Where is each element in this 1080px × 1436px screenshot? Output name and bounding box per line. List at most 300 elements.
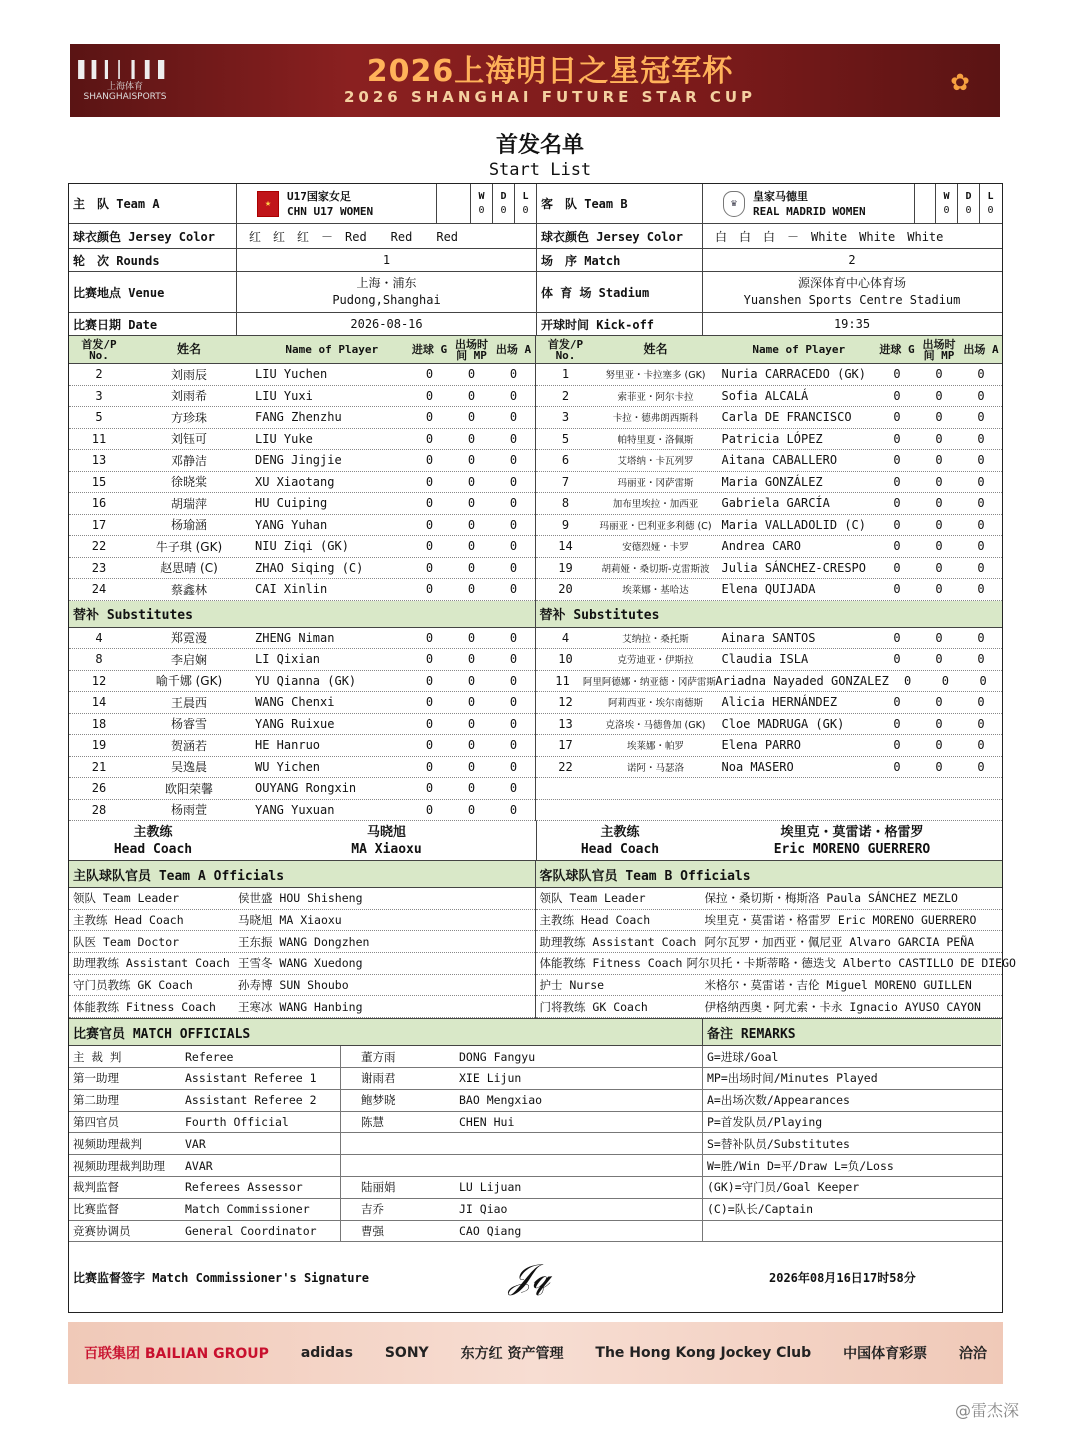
player-a: 0 bbox=[977, 410, 985, 425]
header-mp: 出场时间 MP bbox=[922, 337, 956, 362]
player-a: 0 bbox=[977, 560, 985, 575]
player-g: 0 bbox=[893, 582, 901, 597]
player-number: 23 bbox=[91, 560, 107, 575]
home-player-row bbox=[69, 407, 535, 429]
player-g: 0 bbox=[425, 759, 434, 774]
official-name: 孙寿博 SUN Shoubo bbox=[238, 978, 349, 993]
player-number: 11 bbox=[91, 431, 107, 446]
player-number: 15 bbox=[91, 474, 107, 489]
player-number: 19 bbox=[91, 738, 107, 753]
player-name-en: Maria VALLADOLID (C) bbox=[721, 517, 866, 532]
home-officials bbox=[69, 888, 535, 1018]
player-name-cn: 阿里阿德娜・纳亚德・冈萨雷斯 bbox=[582, 676, 716, 688]
player-number: 28 bbox=[91, 802, 107, 817]
player-a: 0 bbox=[977, 695, 985, 710]
player-g: 0 bbox=[425, 630, 434, 645]
official-row bbox=[536, 910, 1003, 932]
player-mp: 0 bbox=[935, 759, 943, 774]
player-name-cn: 胡莉娅・桑切斯-克雷斯波 bbox=[601, 563, 710, 575]
player-a: 0 bbox=[509, 560, 518, 575]
player-name-cn: 邓静洁 bbox=[170, 453, 207, 468]
player-mp: 0 bbox=[467, 367, 476, 382]
away-players bbox=[536, 336, 1003, 821]
home-label: 主 队 Team A bbox=[69, 184, 237, 223]
official-name: 阿尔贝托・卡斯蒂略・德迭戈 Alberto CASTILLO DE DIEGO bbox=[686, 956, 1016, 971]
away-player-row bbox=[536, 649, 1003, 671]
away-coach-cn: 埃里克・莫雷诺・格雷罗 bbox=[780, 824, 924, 840]
match-official-row bbox=[69, 1221, 1002, 1243]
away-player-row bbox=[536, 450, 1003, 472]
player-name-cn: 卡拉・德弗朗西斯科 bbox=[612, 413, 699, 425]
away-player-row bbox=[536, 692, 1003, 714]
player-mp: 0 bbox=[935, 517, 943, 532]
home-player-row bbox=[69, 800, 535, 822]
player-g: 0 bbox=[425, 652, 434, 667]
remark: (C)=队长/Captain bbox=[707, 1202, 814, 1217]
away-player-row bbox=[536, 735, 1003, 757]
player-g: 0 bbox=[425, 496, 434, 511]
player-a: 0 bbox=[977, 517, 985, 532]
official-row bbox=[536, 953, 1016, 975]
mo-name-en: BAO Mengxiao bbox=[455, 1090, 703, 1111]
official-row bbox=[69, 910, 535, 932]
sponsor-logo: 中国体育彩票 bbox=[843, 1346, 928, 1362]
home-jersey: 红 红 红 － Red Red Red bbox=[237, 224, 537, 248]
match-official-row bbox=[69, 1090, 1002, 1112]
player-g: 0 bbox=[893, 410, 901, 425]
mo-role-cn: 第二助理 bbox=[73, 1093, 119, 1108]
player-g: 0 bbox=[893, 453, 901, 468]
official-role: 领队 Team Leader bbox=[73, 891, 180, 906]
player-name-cn: 加布里埃拉・加西亚 bbox=[612, 499, 699, 511]
header-a: 出场 A bbox=[963, 343, 999, 356]
player-number: 17 bbox=[91, 517, 107, 532]
mo-name-cn: 谢雨君 bbox=[361, 1071, 396, 1086]
home-subs-header: 替补 Substitutes bbox=[69, 601, 535, 628]
away-player-row bbox=[536, 364, 1003, 386]
away-subs-header: 替补 Substitutes bbox=[536, 601, 1003, 628]
player-number: 20 bbox=[558, 582, 573, 597]
match-official-row bbox=[69, 1046, 1002, 1068]
stadium-en: Yuanshen Sports Centre Stadium bbox=[743, 293, 961, 307]
sponsor-logo: 东方红 资产管理 bbox=[460, 1346, 564, 1362]
player-name-cn: 欧阳荣馨 bbox=[164, 781, 213, 796]
player-number: 7 bbox=[561, 474, 570, 489]
mo-name-cn: 陆丽娟 bbox=[361, 1180, 396, 1195]
player-name-cn: 刘雨辰 bbox=[170, 367, 207, 382]
mo-role-en: Assistant Referee 2 bbox=[181, 1090, 341, 1111]
player-number: 6 bbox=[561, 453, 570, 468]
home-player-row bbox=[69, 364, 535, 386]
player-name-cn: 方珍珠 bbox=[170, 410, 207, 425]
player-name-cn: 刘钰可 bbox=[170, 432, 207, 447]
home-players bbox=[69, 336, 536, 821]
player-a: 0 bbox=[509, 582, 518, 597]
player-mp: 0 bbox=[935, 388, 943, 403]
watermark: @雷杰深 bbox=[955, 1401, 1020, 1420]
player-number: 14 bbox=[558, 539, 573, 554]
mo-role-en: Referee bbox=[181, 1046, 341, 1067]
official-role: 助理教练 Assistant Coach bbox=[539, 934, 697, 949]
official-name: 王寒冰 WANG Hanbing bbox=[238, 999, 363, 1014]
mo-role-en: VAR bbox=[181, 1133, 341, 1154]
player-name-cn: 刘雨希 bbox=[170, 389, 207, 404]
player-a: 0 bbox=[977, 453, 985, 468]
player-a: 0 bbox=[509, 652, 518, 667]
official-row bbox=[536, 931, 1003, 953]
header-a: 出场 A bbox=[495, 343, 532, 356]
home-coach-en: MA Xiaoxu bbox=[351, 841, 422, 857]
player-name-cn: 李启娴 bbox=[170, 652, 207, 667]
official-row bbox=[536, 996, 1003, 1018]
head-coach-row: 主教练 Head Coach 马晓旭 MA Xiaoxu 主教练 Head Coach 埃里克・莫雷诺・格雷罗 Eric MORENO GUERRERO bbox=[69, 821, 1002, 861]
player-mp: 0 bbox=[467, 539, 476, 554]
venue-en: Pudong,Shanghai bbox=[332, 293, 441, 307]
player-a: 0 bbox=[979, 673, 987, 688]
header-en: Name of Player bbox=[752, 343, 846, 356]
player-a: 0 bbox=[509, 474, 518, 489]
player-name-en: Aitana CABALLERO bbox=[721, 453, 838, 468]
player-name-cn: 埃莱娜・帕罗 bbox=[626, 741, 684, 753]
player-number: 19 bbox=[558, 560, 573, 575]
match-official-row bbox=[69, 1112, 1002, 1134]
player-g: 0 bbox=[425, 431, 434, 446]
home-player-row bbox=[69, 735, 535, 757]
player-number: 4 bbox=[561, 630, 570, 645]
home-player-row bbox=[69, 628, 535, 650]
player-mp: 0 bbox=[935, 560, 943, 575]
sponsor-logo: The Hong Kong Jockey Club bbox=[595, 1345, 812, 1361]
player-a: 0 bbox=[977, 630, 985, 645]
home-team-en: CHN U17 WOMEN bbox=[287, 204, 374, 218]
player-a: 0 bbox=[509, 410, 518, 425]
home-player-row bbox=[69, 579, 535, 601]
jersey-label: 球衣颜色 Jersey Color bbox=[69, 224, 237, 248]
player-mp: 0 bbox=[467, 496, 476, 511]
player-name-en: LIU Yuchen bbox=[255, 367, 328, 382]
header-no: 首发/P No. bbox=[547, 337, 584, 362]
player-name-en: LIU Yuxi bbox=[255, 388, 313, 403]
player-name-cn: 赵思晴 (C) bbox=[160, 561, 218, 576]
player-name-en: WU Yichen bbox=[255, 759, 321, 774]
mo-name-cn bbox=[341, 1155, 455, 1176]
signature-time: 2026年08月16日17时58分 bbox=[769, 1270, 916, 1285]
mo-name-en: LU Lijuan bbox=[455, 1177, 703, 1198]
player-number: 24 bbox=[91, 582, 107, 597]
player-number: 1 bbox=[561, 367, 570, 382]
mo-role-en: Referees Assessor bbox=[181, 1177, 341, 1198]
sponsor-logo: adidas bbox=[300, 1345, 353, 1361]
mo-role-en: Assistant Referee 1 bbox=[181, 1068, 341, 1089]
player-name-en: DENG Jingjie bbox=[255, 453, 342, 468]
player-mp: 0 bbox=[935, 630, 943, 645]
away-player-row bbox=[536, 536, 1003, 558]
match-official-row bbox=[69, 1068, 1002, 1090]
player-number: 10 bbox=[558, 652, 573, 667]
player-name-cn: 蔡鑫林 bbox=[170, 582, 207, 597]
player-number: 5 bbox=[95, 410, 103, 425]
player-a: 0 bbox=[977, 367, 985, 382]
player-name-en: YANG Ruixue bbox=[255, 716, 335, 731]
mo-name-en: XIE Lijun bbox=[455, 1068, 703, 1089]
player-mp: 0 bbox=[935, 496, 943, 511]
player-name-en: Ainara SANTOS bbox=[721, 630, 816, 645]
player-g: 0 bbox=[425, 716, 434, 731]
home-player-row bbox=[69, 493, 535, 515]
players-header bbox=[536, 336, 1003, 364]
away-player-row bbox=[536, 472, 1003, 494]
home-player-row bbox=[69, 757, 535, 779]
player-mp: 0 bbox=[467, 802, 476, 817]
player-number: 12 bbox=[91, 673, 107, 688]
player-a: 0 bbox=[509, 388, 518, 403]
home-player-row bbox=[69, 714, 535, 736]
player-name-en: Maria GONZÁLEZ bbox=[721, 474, 823, 489]
mo-role-cn: 主 裁 判 bbox=[73, 1049, 122, 1064]
mo-name-cn: 鲍梦晓 bbox=[361, 1093, 396, 1108]
players-header bbox=[69, 336, 535, 364]
away-player-row bbox=[536, 558, 1003, 580]
player-g: 0 bbox=[893, 517, 901, 532]
doc-title: 首发名单 bbox=[495, 132, 584, 158]
player-name-cn: 诺阿・马瑟洛 bbox=[626, 762, 684, 774]
player-number: 11 bbox=[555, 673, 570, 688]
start-list-sheet: 主 队 Team A ★ U17国家女足 CHN U17 WOMEN W 0 D 0 L 0 客 队 Team B ♛ 皇家马德里 REAL MADRID WOMEN W 0 D 0 L 0 球衣颜色 Jersey Color 红 红 红 － Red Red Red 球衣颜色 Jersey Color 白 白 白 － White White White 轮 次 Rounds 1 场 序 Match 2 比赛地点 Venue 上海・浦东 Pudong,Shanghai 体 育 场 Stadium 源深体育中心体育场 Yuanshen Sports Centre Stadium 比赛日期 Date 2026-08-16 开球时间 Kick-off 19:35 首发/P No. 姓名 Name of Player 进球 G 出场时间 MP 出场 A 2 刘雨辰 LIU Yuchen 0 0 0 3 刘雨希 LIU Yuxi 0 0 0 5 方珍珠 FANG Zhenzhu 0 0 0 11 刘钰可 LIU Yuke 0 0 0 13 邓静洁 DENG Jingjie 0 0 0 15 徐晓棠 XU Xiaotang 0 0 0 16 胡瑞萍 HU Cuiping 0 0 0 17 杨瑜涵 YANG Yuhan 0 0 0 22 牛子琪 (GK) NIU Ziqi (GK) 0 0 0 23 赵思晴 (C) ZHAO Siqing (C) 0 0 0 24 蔡鑫林 CAI Xinlin 0 0 0 替补 Substitutes 4 郑霓漫 ZHENG Niman 0 0 0 8 李启娴 LI Qixian 0 0 0 12 喻千娜 (GK) YU Qianna (GK) 0 0 0 14 王晨西 WANG Chenxi 0 0 0 18 杨睿雪 YANG Ruixue 0 0 0 19 贺涵若 HE Hanruo 0 0 0 21 吴逸晨 WU Yichen 0 0 0 26 欧阳荣馨 OUYANG Rongxin 0 0 0 28 杨雨萱 YANG Yuxuan 0 0 0 首发/P No. 姓名 Name of Player 进球 G 出场时间 MP 出场 A 1 努里亚・卡拉塞多 (GK) Nuria CARRACEDO (GK) 0 0 0 2 索菲亚・阿尔卡拉 Sofia ALCALÁ 0 0 0 3 卡拉・德弗朗西斯科 Carla DE FRANCISCO 0 0 0 5 帕特里夏・洛佩斯 Patricia LÓPEZ 0 0 0 6 艾塔纳・卡瓦列罗 Aitana CABALLERO 0 0 0 7 玛丽亚・冈萨雷斯 Maria GONZÁLEZ 0 0 0 8 加布里埃拉・加西亚 Gabriela GARCÍA 0 0 0 9 玛丽亚・巴利亚多利德 (C) Maria VALLADOLID (C) 0 0 0 14 安德烈娅・卡罗 Andrea CARO 0 0 0 19 胡莉娅・桑切斯-克雷斯波 Julia SÁNCHEZ-CRESPO 0 0 0 20 埃莱娜・基哈达 Elena QUIJADA 0 0 0 替补 Substitutes 4 艾纳拉・桑托斯 Ainara SANTOS 0 0 0 10 克劳迪亚・伊斯拉 Claudia ISLA 0 0 0 11 阿里阿德娜・纳亚德・冈萨雷斯 Ariadna Nayaded GONZALEZ 0 0 0 12 阿莉西亚・埃尔南德斯 Alicia HERNÁNDEZ 0 0 0 13 克洛埃・马德鲁加 (GK) Cloe MADRUGA (GK) 0 0 0 17 埃莱娜・帕罗 Elena PARRO 0 0 0 22 诺阿・马瑟洛 Noa MASERO 0 0 0 主教练 Head Coach 马晓旭 MA Xiaoxu 主教练 Head Coach 埃里克・莫雷诺・格雷罗 Eric MORENO GUERRERO 主队球队官员 Team A Officials 领队 Team Leader 侯世盛 HOU Shisheng 主教练 Head Coach 马晓旭 MA Xiaoxu 队医 Team Doctor 王东振 WANG Dongzhen 助理教练 Assistant Coach 王雪冬 WANG Xuedong 守门员教练 GK Coach 孙寿博 SUN Shoubo 体能教练 Fitness Coach 王寒冰 WANG Hanbing 客队球队官员 Team B Officials 领队 Team Leader 保拉・桑切斯・梅斯洛 Paula SÁNCHEZ MEZLO 主教练 Head Coach 埃里克・莫雷诺・格雷罗 Eric MORENO GUERRERO 助理教练 Assistant Coach 阿尔瓦罗・加西亚・佩尼亚 Alvaro GARCIA PEÑA 体能教练 Fitness Coach 阿尔贝托・卡斯蒂略・德迭戈 Alberto CASTILLO DE DIEGO 护士 Nurse 米格尔・莫雷诺・吉伦 Miguel MORENO GUILLEN 门将教练 GK Coach 伊格纳西奥・阿尤索・卡永 Ignacio AYUSO CAYON 比赛官员 MATCH OFFICIALS 备注 REMARKS 主 裁 判 Referee 董方雨 DONG Fangyu G=进球/Goal 第一助理 Assistant Referee 1 谢雨君 XIE Lijun MP=出场时间/Minutes Played 第二助理 Assistant Referee 2 鲍梦晓 BAO Mengxiao A=出场次数/Appearances 第四官员 Fourth Official 陈慧 CHEN Hui P=首发队员/Playing 视频助理裁判 VAR S=替补队员/Substitutes 视频助理裁判助理 AVAR W=胜/Win D=平/Draw L=负/Loss 裁判监督 Referees Assessor 陆丽娟 LU Lijuan (GK)=守门员/Goal Keeper 比赛监督 Match Commissioner 吉乔 JI Qiao (C)=队长/Captain 竞赛协调员 General Coordinator 曹强 CAO Qiang 比赛监督签字 Match Commissioner's Signature 𝒥𝓆 2026年08月16日17时58分 bbox=[68, 183, 1003, 1313]
remark: G=进球/Goal bbox=[707, 1049, 779, 1064]
mo-name-en: JI Qiao bbox=[455, 1199, 703, 1220]
mo-name-cn: 陈慧 bbox=[361, 1114, 384, 1129]
official-row bbox=[69, 888, 535, 910]
mo-name-cn bbox=[341, 1133, 455, 1154]
player-g: 0 bbox=[893, 630, 901, 645]
player-name-en: Alicia HERNÁNDEZ bbox=[721, 695, 838, 710]
player-number: 13 bbox=[91, 453, 107, 468]
player-number: 4 bbox=[95, 630, 103, 645]
venue-cn: 上海・浦东 bbox=[356, 276, 417, 290]
official-row bbox=[536, 975, 1003, 997]
signature-row bbox=[69, 1242, 1002, 1312]
player-a: 0 bbox=[509, 738, 518, 753]
player-name-cn: 喻千娜 (GK) bbox=[155, 674, 223, 689]
player-mp: 0 bbox=[467, 673, 476, 688]
mo-role-cn: 视频助理裁判助理 bbox=[73, 1158, 165, 1173]
player-name-cn: 埃莱娜・基哈达 bbox=[622, 585, 689, 597]
player-g: 0 bbox=[425, 410, 434, 425]
official-role: 主教练 Head Coach bbox=[73, 913, 184, 928]
official-name: 保拉・桑切斯・梅斯洛 Paula SÁNCHEZ MEZLO bbox=[704, 891, 958, 906]
player-a: 0 bbox=[509, 759, 518, 774]
player-number: 14 bbox=[91, 695, 107, 710]
official-name: 米格尔・莫雷诺・吉伦 Miguel MORENO GUILLEN bbox=[704, 978, 972, 993]
official-role: 助理教练 Assistant Coach bbox=[73, 956, 230, 971]
official-role: 守门员教练 GK Coach bbox=[73, 978, 193, 993]
official-name: 马晓旭 MA Xiaoxu bbox=[238, 913, 342, 928]
empty-row bbox=[536, 800, 1003, 822]
home-coach-cn: 马晓旭 bbox=[366, 824, 406, 840]
player-g: 0 bbox=[893, 367, 901, 382]
player-name-en: Sofia ALCALÁ bbox=[721, 388, 809, 403]
remark: (GK)=守门员/Goal Keeper bbox=[707, 1180, 860, 1195]
remark: MP=出场时间/Minutes Played bbox=[707, 1071, 878, 1086]
player-number: 9 bbox=[561, 517, 570, 532]
mo-name-en: CHEN Hui bbox=[455, 1112, 703, 1133]
mo-role-en: Fourth Official bbox=[181, 1112, 341, 1133]
player-mp: 0 bbox=[467, 388, 476, 403]
remark bbox=[703, 1221, 1002, 1242]
player-name-en: Cloe MADRUGA (GK) bbox=[721, 716, 845, 731]
date-value: 2026-08-16 bbox=[237, 313, 537, 335]
player-mp: 0 bbox=[935, 738, 943, 753]
player-g: 0 bbox=[425, 388, 434, 403]
player-name-en: LI Qixian bbox=[255, 652, 321, 667]
away-officials-header: 客队球队官员 Team B Officials bbox=[536, 861, 1003, 888]
china-crest-icon: ★ bbox=[257, 191, 279, 217]
player-name-cn: 杨瑜涵 bbox=[170, 518, 207, 533]
player-number: 26 bbox=[91, 781, 107, 796]
player-mp: 0 bbox=[467, 652, 476, 667]
home-player-row bbox=[69, 472, 535, 494]
player-mp: 0 bbox=[467, 453, 476, 468]
stadium-cn: 源深体育中心体育场 bbox=[797, 276, 906, 290]
player-g: 0 bbox=[425, 673, 434, 688]
player-name-cn: 阿莉西亚・埃尔南德斯 bbox=[607, 698, 703, 710]
match-official-row bbox=[69, 1133, 1002, 1155]
player-mp: 0 bbox=[467, 474, 476, 489]
player-g: 0 bbox=[425, 539, 434, 554]
player-a: 0 bbox=[509, 367, 518, 382]
player-name-en: ZHENG Niman bbox=[255, 630, 335, 645]
player-mp: 0 bbox=[467, 517, 476, 532]
player-name-en: HU Cuiping bbox=[255, 496, 328, 511]
official-name: 伊格纳西奥・阿尤索・卡永 Ignacio AYUSO CAYON bbox=[704, 999, 981, 1014]
match-official-row bbox=[69, 1199, 1002, 1221]
player-g: 0 bbox=[893, 716, 901, 731]
away-player-row bbox=[536, 714, 1003, 736]
player-name-en: Claudia ISLA bbox=[721, 652, 809, 667]
home-player-row bbox=[69, 649, 535, 671]
player-g: 0 bbox=[893, 738, 901, 753]
player-mp: 0 bbox=[467, 410, 476, 425]
player-name-cn: 郑霓漫 bbox=[170, 631, 207, 646]
away-officials bbox=[536, 888, 1016, 1018]
player-number: 8 bbox=[561, 496, 570, 511]
player-mp: 0 bbox=[935, 453, 943, 468]
player-g: 0 bbox=[893, 496, 901, 511]
empty-row bbox=[536, 778, 1003, 800]
player-mp: 0 bbox=[935, 367, 943, 382]
player-name-cn: 王晨西 bbox=[170, 695, 207, 710]
player-mp: 0 bbox=[467, 560, 476, 575]
player-g: 0 bbox=[425, 474, 434, 489]
official-name: 王雪冬 WANG Xuedong bbox=[238, 956, 363, 971]
player-name-en: Carla DE FRANCISCO bbox=[721, 410, 852, 425]
player-mp: 0 bbox=[935, 582, 943, 597]
mo-name-cn: 吉乔 bbox=[361, 1202, 384, 1217]
player-name-cn: 徐晓棠 bbox=[170, 475, 207, 490]
remark: A=出场次数/Appearances bbox=[707, 1093, 850, 1108]
player-g: 0 bbox=[425, 781, 434, 796]
mo-role-cn: 第四官员 bbox=[73, 1114, 119, 1129]
player-mp: 0 bbox=[935, 716, 943, 731]
match-value: 2 bbox=[848, 253, 856, 267]
header-mp: 出场时间 MP bbox=[455, 337, 488, 362]
mo-name-en bbox=[455, 1133, 703, 1154]
player-number: 5 bbox=[561, 431, 570, 446]
player-a: 0 bbox=[509, 539, 518, 554]
sponsor-logo: 洽洽 bbox=[959, 1346, 988, 1362]
player-a: 0 bbox=[977, 652, 985, 667]
player-a: 0 bbox=[977, 388, 985, 403]
mo-role-cn: 裁判监督 bbox=[73, 1180, 119, 1195]
player-mp: 0 bbox=[935, 695, 943, 710]
doc-subtitle: Start List bbox=[488, 160, 592, 180]
player-name-cn: 克洛埃・马德鲁加 (GK) bbox=[605, 719, 706, 731]
player-mp: 0 bbox=[467, 431, 476, 446]
player-name-cn: 杨睿雪 bbox=[170, 717, 207, 732]
official-row bbox=[69, 996, 535, 1018]
player-g: 0 bbox=[425, 560, 434, 575]
away-label: 客 队 Team B bbox=[537, 184, 703, 223]
player-name-en: Nuria CARRACEDO (GK) bbox=[721, 367, 866, 382]
player-g: 0 bbox=[425, 738, 434, 753]
away-team-en: REAL MADRID WOMEN bbox=[753, 204, 866, 218]
away-player-row bbox=[536, 429, 1003, 451]
mo-role-cn: 竞赛协调员 bbox=[73, 1223, 131, 1238]
player-name-en: YU Qianna (GK) bbox=[255, 673, 357, 688]
mo-name-en: DONG Fangyu bbox=[455, 1046, 703, 1067]
player-mp: 0 bbox=[941, 673, 950, 688]
home-player-row bbox=[69, 692, 535, 714]
player-name-en: Noa MASERO bbox=[721, 759, 794, 774]
player-name-cn: 胡瑞萍 bbox=[170, 496, 207, 511]
official-role: 门将教练 GK Coach bbox=[539, 999, 648, 1014]
player-a: 0 bbox=[509, 802, 518, 817]
player-g: 0 bbox=[425, 802, 434, 817]
player-name-cn: 杨雨萱 bbox=[170, 803, 207, 818]
official-row bbox=[536, 888, 1003, 910]
banner-title: 2026上海明日之星冠军杯 bbox=[366, 53, 734, 89]
player-mp: 0 bbox=[935, 410, 943, 425]
player-name-en: YANG Yuxuan bbox=[255, 802, 335, 817]
player-name-cn: 吴逸晨 bbox=[170, 760, 207, 775]
official-name: 阿尔瓦罗・加西亚・佩尼亚 Alvaro GARCIA PEÑA bbox=[704, 934, 975, 949]
official-name: 王东振 WANG Dongzhen bbox=[238, 934, 370, 949]
match-official-row bbox=[69, 1177, 1002, 1199]
player-name-en: HE Hanruo bbox=[255, 738, 321, 753]
rounds-value: 1 bbox=[237, 249, 537, 271]
signature-image: 𝒥𝓆 bbox=[509, 1257, 550, 1298]
player-mp: 0 bbox=[467, 759, 476, 774]
player-name-cn: 索菲亚・阿尔卡拉 bbox=[617, 391, 694, 403]
player-g: 0 bbox=[893, 652, 901, 667]
home-player-row bbox=[69, 671, 535, 693]
player-number: 22 bbox=[558, 759, 573, 774]
home-player-row bbox=[69, 778, 535, 800]
home-player-row bbox=[69, 450, 535, 472]
player-name-en: Patricia LÓPEZ bbox=[721, 431, 823, 446]
header-no: 首发/P No. bbox=[81, 337, 117, 362]
away-player-row bbox=[536, 493, 1003, 515]
player-name-cn: 帕特里夏・洛佩斯 bbox=[617, 434, 694, 446]
player-g: 0 bbox=[893, 560, 901, 575]
header-g: 进球 G bbox=[411, 343, 448, 356]
official-row bbox=[69, 931, 535, 953]
match-official-row bbox=[69, 1155, 1002, 1177]
player-name-cn: 努里亚・卡拉塞多 (GK) bbox=[605, 370, 706, 382]
remark: S=替补队员/Substitutes bbox=[707, 1136, 850, 1151]
mo-role-cn: 视频助理裁判 bbox=[73, 1136, 142, 1151]
player-g: 0 bbox=[425, 367, 434, 382]
